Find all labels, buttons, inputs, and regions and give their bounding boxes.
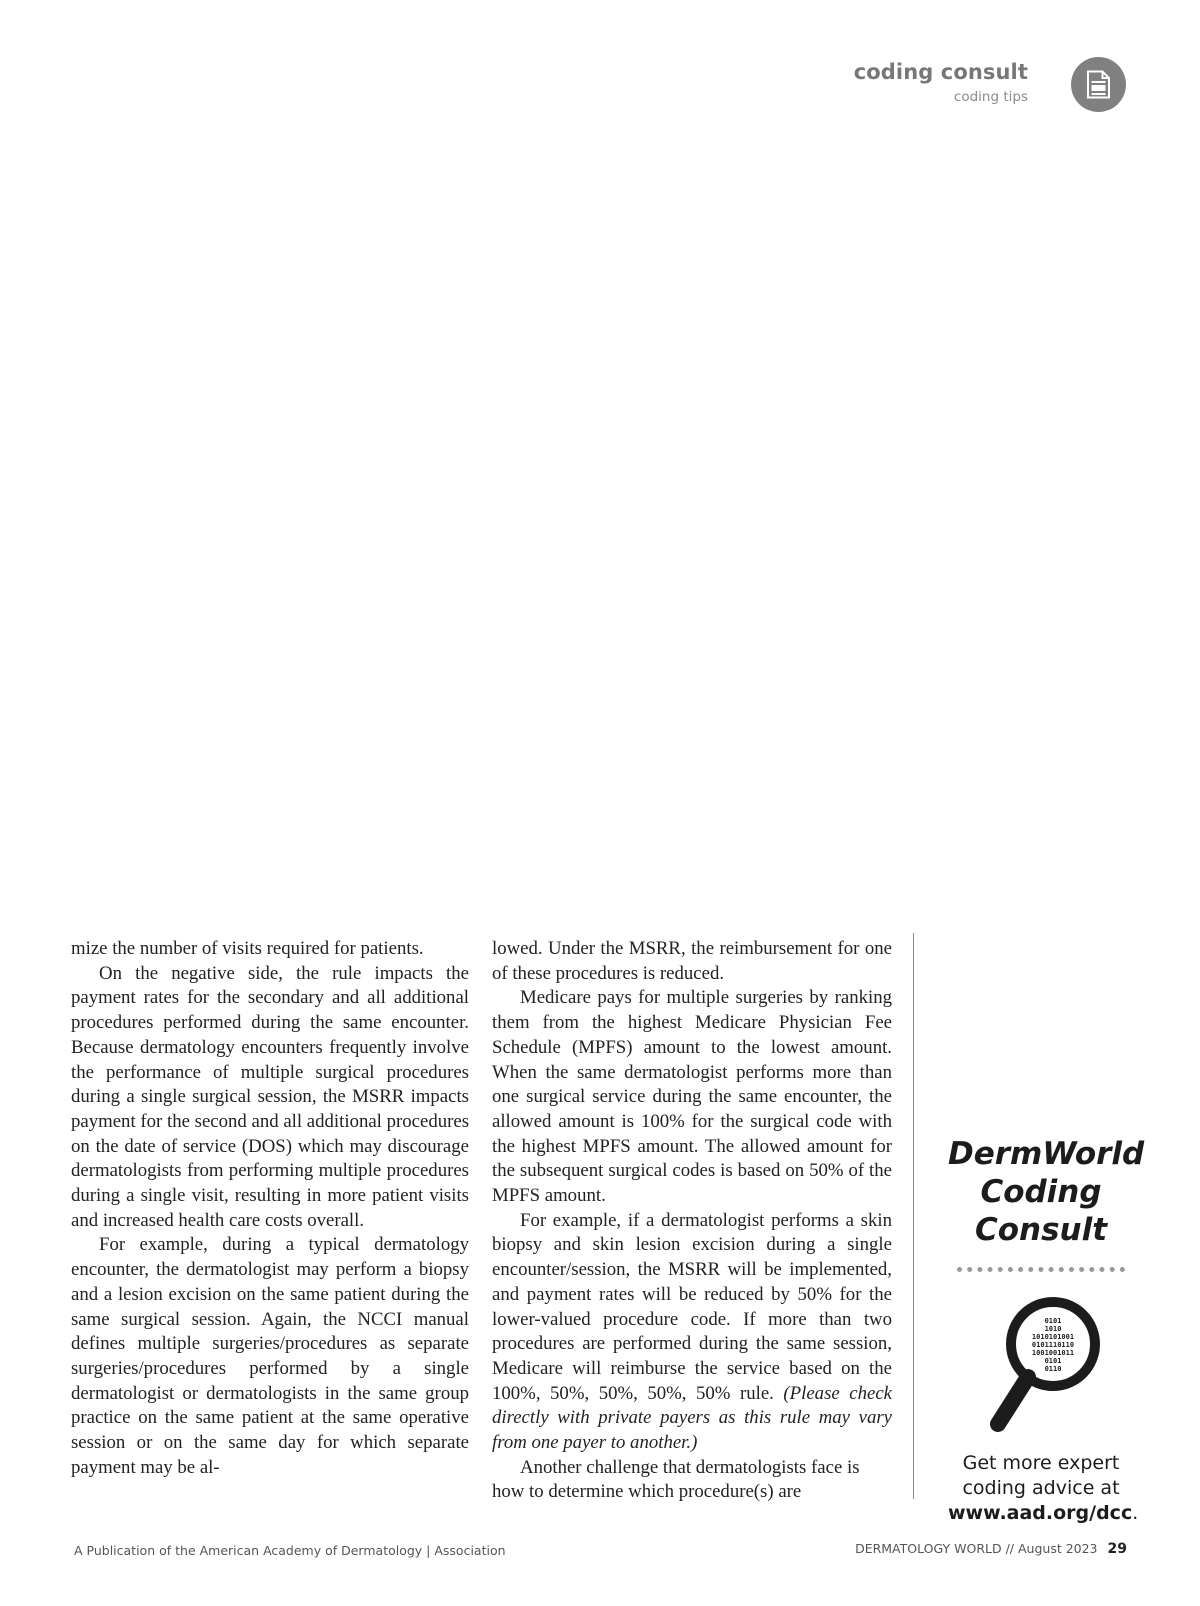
binary-text: 1010101001 [1031,1333,1075,1341]
promo-url-suffix: . [1132,1502,1139,1524]
paragraph [492,1209,892,1456]
promo-text [948,1451,1134,1501]
page-number: 29 [1107,1541,1127,1557]
paragraph-text: For example, if a dermatologist performs a skin biopsy and skin lesion excision during a single encounter/session, the MSRR will be implemented, and payment rates will be reduced by 50% for the lower-valued procedure code. If more than two procedures are performed during the same session, Medicare will reimburse the service based on the 100%, 50%, 50%, 50%, 50% rule. [492,1209,892,1404]
paragraph: For example, during a typical dermatology encounter, the dermatologist may perform a biopsy and a lesion excision on the same patient during the same surgical session. Again, the NCCI manual defines multiple surgeries/procedures as separate surgeries/procedures performed by a single dermatologist or dermatologists in the same group practice on the same patient at the same operative session or on the same day for which separate payment may be al- [71,1234,469,1478]
section-header [854,58,1028,106]
promo-title [948,1135,1145,1249]
promo-title-line: DermWorld [948,1136,1145,1172]
footer-publication: A Publication of the American Academy of Dermatology | Association [74,1543,506,1558]
paragraph: Another challenge that dermatologists face is how to determine which procedure(s) are [492,1456,860,1503]
binary-text: 0101 [1044,1357,1062,1365]
paragraph: On the negative side, the rule impacts the payment rates for the secondary and all additional procedures performed during the same encounter. Because dermatology encounters frequently involve the performance of multiple surgical procedures during a single surgical session, the MSRR impacts payment for the second and all additional procedures on the date of service (DOS) which may discourage dermatologists from performing multiple procedures during a single visit, resulting in more patient visits and increased health care costs overall. [71,962,469,1231]
binary-text: 1001001011 [1031,1349,1075,1357]
paragraph: mize the number of visits required for patients. [71,938,424,959]
column-divider [913,933,914,1499]
magnifying-glass-icon [971,1292,1111,1437]
section-title: coding consult [853,60,1028,84]
footer-magazine: DERMATOLOGY WORLD // August 2023 [855,1541,1098,1556]
binary-text: 1010 [1044,1325,1062,1333]
promo-url-line [948,1501,1139,1526]
dotted-divider [957,1267,1125,1278]
binary-text: 0101 [1044,1317,1062,1325]
section-subtitle: coding tips [953,89,1028,105]
sidebar-promo [948,1135,1145,1526]
article-column-1 [71,937,469,1480]
promo-title-line: Coding [980,1174,1102,1210]
promo-text-line: Get more expert [962,1452,1120,1474]
promo-link[interactable]: www.aad.org/dcc [948,1502,1133,1524]
footer-issue [855,1541,1127,1557]
paragraph: lowed. Under the MSRR, the reimbursement for one of these procedures is reduced. [492,938,892,984]
promo-title-line: Consult [974,1212,1108,1248]
article-column-2 [492,937,892,1505]
binary-text: 0110 [1044,1365,1062,1373]
document-icon [1071,57,1126,112]
binary-text: 0101110110 [1031,1341,1075,1349]
paragraph: Medicare pays for multiple surgeries by ranking them from the highest Medicare Physician Fee Schedule (MPFS) amount to the lowest amount. When the same dermatologist performs more than one surgical service during the same encounter, the allowed amount is 100% for the surgical code with the highest MPFS amount. The allowed amount for the subsequent surgical codes is based on 50% of the MPFS amount. [492,987,892,1207]
italic-note: (Please check directly with private payers as this rule may vary from one payer to another.) [492,1382,892,1454]
promo-text-line: coding advice at [962,1477,1120,1499]
